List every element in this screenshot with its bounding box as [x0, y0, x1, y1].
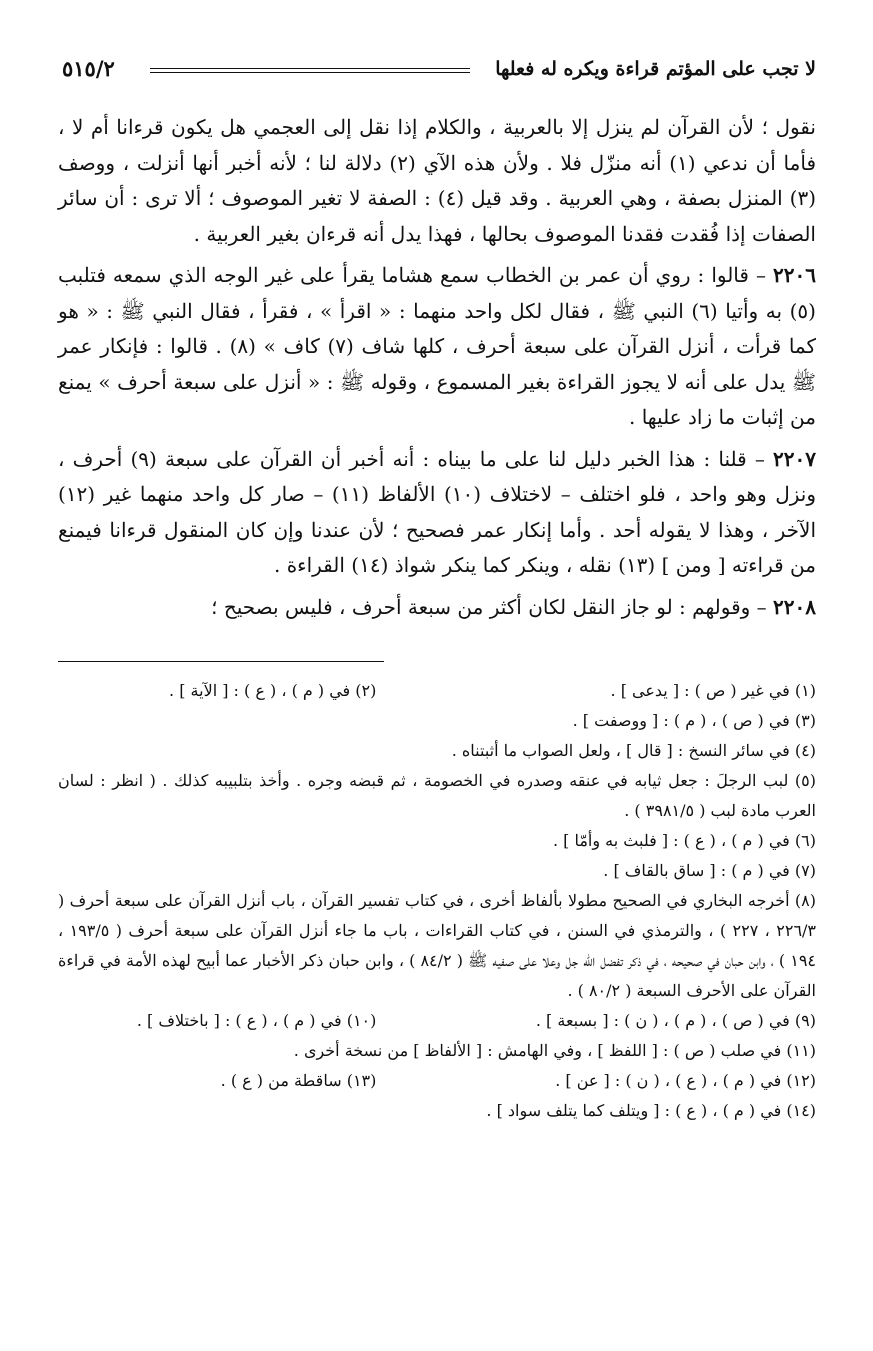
footnote-row [58, 676, 816, 706]
paragraph-text: – وقولهم : لو جاز النقل لكان أكثر من سبعة أحرف ، فليس بصحيح ؛ [211, 594, 767, 619]
footnote-8: (٨) أخرجه البخاري في الصحيح مطولا بألفاظ أخرى ، في كتاب تفسير القرآن ، باب أنزل القرآن على سبعة أحرف ( ٢٢٦/٣ ، ٢٢٧ ) ، والترمذي في السنن ، في كتاب القراءات ، باب ما جاء أنزل القرآن على سبعة أحرف ( ١٩٣/٥ ، ١٩٤ ) ، وابن حبان في صحيحه ، في ذكر تفضل الله جل وعلا على صفيه ﷺ ( ٨٤/٢ ) ، وابن حبان ذكر الأخبار عما أبيح لهذه الأمة في قراءة القرآن على الأحرف السبعة ( ٨٠/٢ ) . [58, 891, 817, 1000]
paragraph-number: ٢٢٠٧ [773, 446, 816, 471]
footnote-13: (١٣) ساقطة من ( ع ) . [220, 1071, 377, 1090]
book-page [58, 52, 816, 1126]
footnote-4: (٤) في سائر النسخ : [ قال ] ، ولعل الصواب ما أثبتناه . [451, 741, 816, 760]
footnote-3: (٣) في ( ص ) ، ( م ) : [ ووصفت ] . [572, 711, 816, 730]
footnote-row [58, 1006, 816, 1036]
paragraph-text: – قالوا : روي أن عمر بن الخطاب سمع هشاما يقرأ على غير الوجه الذي سمعه فتلبب (٥) به وأتيا (٦) النبي ﷺ ، فقال لكل واحد منهما : « اقرأ » ، فقرأ ، فقال النبي ﷺ : « هو كما قرأت ، أنزل القرآن على سبعة أحرف ، كلها شاف (٧) كاف » (٨) . قالوا : فإنكار عمر ﷺ يدل على أنه لا يجوز القراءة بغير المسموع ، وقوله ﷺ : « أنزل على سبعة أحرف » يمنع من إثبات ما زاد عليها . [58, 263, 817, 429]
paragraph [58, 442, 816, 584]
main-text [58, 110, 816, 625]
footnote-separator [58, 661, 384, 662]
paragraph-text: نقول ؛ لأن القرآن لم ينزل إلا بالعربية ، والكلام إذا نقل إلى العجمي هل يكون قرءانا أم لا ، فأما أن ندعي (١) أنه منزّل فلا . ولأن هذه الآي (٢) دلالة لنا ؛ لأنه أخبر أنها أنزلت ، ووصف (٣) المنزل بصفة ، وهي العربية . وقد قيل (٤) : الصفة لا تغير الموصوف ؛ ألا ترى : أن سائر الصفات إذا فُقدت فقدنا الموصوف بحالها ، فهذا يدل أنه قرءان بغير العربية . [58, 115, 816, 246]
footnote-10: (١٠) في ( م ) ، ( ع ) : [ باختلاف ] . [136, 1011, 377, 1030]
running-title: لا تجب على المؤتم قراءة ويكره له فعلها [495, 58, 816, 80]
footnotes [58, 676, 816, 1126]
footnote-6: (٦) في ( م ) ، ( ع ) : [ فلبث به وأمّا ] . [552, 831, 816, 850]
footnote-11: (١١) في صلب ( ص ) : [ اللفظ ] ، وفي الهامش : [ الألفاظ ] من نسخة أخرى . [293, 1041, 816, 1060]
page-header [58, 52, 816, 92]
footnote-5: (٥) لبب الرجلَ : جعل ثيابه في عنقه وصدره في الخصومة ، ثم قبضه وجره . وأخذ بتلبيبه كذلك . ( انظر : لسان العرب مادة لبب ( ٣٩٨١/٥ ) . [58, 771, 816, 820]
header-rule [150, 68, 470, 73]
paragraph-text: – قلنا : هذا الخبر دليل لنا على ما بيناه : أنه أخبر أن القرآن على سبعة (٩) أحرف ، ونزل وهو واحد ، فلو اختلف – لاختلاف (١٠) الألفاظ (١١) – صار كل واحد منهما غير (١٢) الآخر ، وهذا لا يقوله أحد . وأما إنكار عمر فصحيح ؛ لأن عندنا وإن كان المنقول قرءانا فيمنع من قراءته [ ومن ] (١٣) نقله ، وينكر كما ينكر شواذ (١٤) القراءة . [58, 446, 816, 577]
paragraph-number: ٢٢٠٦ [773, 263, 816, 287]
footnote-7: (٧) في ( م ) : [ ساق بالقاف ] . [603, 861, 816, 880]
footnote-2: (٢) في ( م ) ، ( ع ) : [ الآية ] . [169, 681, 377, 700]
paragraph [58, 110, 816, 252]
footnote-9: (٩) في ( ص ) ، ( م ) ، ( ن ) : [ بسبعة ] . [535, 1011, 816, 1030]
page-number: ٥١٥/٢ [62, 56, 115, 81]
paragraph-number: ٢٢٠٨ [773, 594, 816, 619]
footnote-1: (١) في غير ( ص ) : [ يدعى ] . [610, 681, 816, 700]
footnote-14: (١٤) في ( م ) ، ( ع ) : [ ويتلف كما يتلف سواد ] . [486, 1101, 816, 1120]
footnote-row [58, 1066, 816, 1096]
paragraph [58, 258, 816, 436]
paragraph [58, 590, 816, 626]
footnote-12: (١٢) في ( م ) ، ( ع ) ، ( ن ) : [ عن ] . [555, 1071, 816, 1090]
